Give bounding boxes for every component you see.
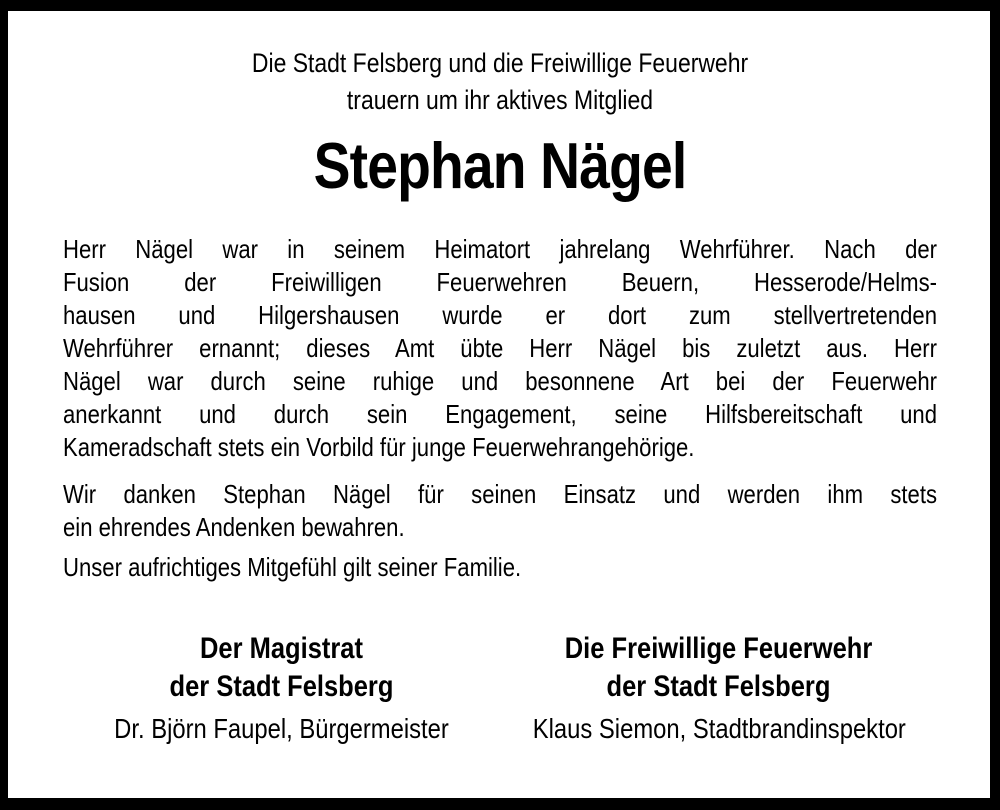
- body-line: Kameradschaft stets ein Vorbild für junge Feuerwehrangehörige.: [63, 432, 695, 462]
- body-line: Nägel war durch seine ruhige und besonnene Art bei der Feuerwehr: [63, 366, 938, 396]
- signer-name: Klaus Siemon, Stadtbrandinspektor: [532, 713, 906, 744]
- header-line-2: trauern um ihr aktives Mitglied: [346, 85, 654, 115]
- body-line: Herr Nägel war in seinem Heimatort jahrelang Wehrführer. Nach der: [63, 234, 938, 264]
- paragraph-3: [63, 551, 937, 584]
- body-line: anerkannt und durch sein Engagement, seine Hilfsbereitschaft und: [63, 399, 938, 429]
- signature-magistrat: [63, 630, 500, 746]
- body-line: Fusion der Freiwilligen Feuerwehren Beuern, Hesserode/Helms-: [63, 267, 938, 297]
- signer-name: Dr. Björn Faupel, Bürgermeister: [114, 713, 449, 744]
- body-line: Unser aufrichtiges Mitgefühl gilt seiner Familie.: [63, 552, 522, 582]
- body-line: ein ehrendes Andenken bewahren.: [63, 512, 405, 542]
- paragraph-1: [63, 233, 937, 464]
- body-line: hausen und Hilgershausen wurde er dort zum stellvertretenden: [63, 300, 938, 330]
- org-name-line: der Stadt Felsberg: [606, 670, 831, 703]
- paragraph-2: [63, 478, 937, 544]
- org-name-line: Die Freiwillige Feuerwehr: [564, 632, 873, 665]
- signature-row: [63, 630, 937, 746]
- body-line: Wehrführer ernannt; dieses Amt übte Herr Nägel bis zuletzt aus. Herr: [63, 333, 938, 363]
- obituary-header: [63, 45, 937, 119]
- body-line: Wir danken Stephan Nägel für seinen Einsatz und werden ihm stets: [63, 479, 938, 509]
- org-name-line: der Stadt Felsberg: [169, 670, 394, 703]
- org-name-line: Der Magistrat: [200, 632, 363, 665]
- signature-feuerwehr-inner: [533, 630, 904, 746]
- signature-feuerwehr: [500, 630, 937, 746]
- header-line-1: Die Stadt Felsberg und die Freiwillige Feuerwehr: [251, 48, 749, 78]
- deceased-name: Stephan Nägel: [313, 129, 687, 202]
- obituary-body: [63, 233, 937, 584]
- signature-magistrat-inner: [96, 630, 467, 746]
- obituary-content: [8, 11, 990, 798]
